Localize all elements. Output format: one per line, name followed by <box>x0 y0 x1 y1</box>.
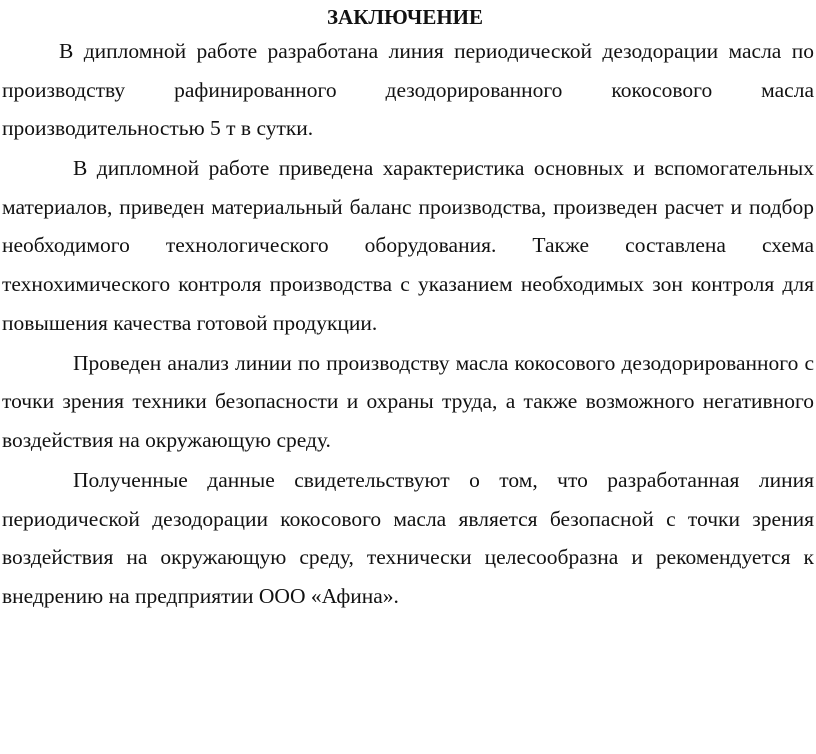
paragraph-3: Проведен анализ линии по производству масла кокосового дезодорированного с точки зрения техники безопасности и охраны труда, а также возможного негативного воздействия на окружающую среду. <box>2 350 814 452</box>
paragraph-2: В дипломной работе приведена характеристика основных и вспомогательных материалов, приведен материальный баланс производства, произведен расчет и подбор необходимого технологического оборудования. Также составлена схема технохимического контроля производства с указанием необходимых зон контроля для повышения качества готовой продукции. <box>2 156 814 335</box>
paragraph-4: Полученные данные свидетельствуют о том, что разработанная линия периодической дезодорации кокосового масла является безопасной с точки зрения воздействия на окружающую среду, технически целесообразна и рекомендуется к внедрению на предприятии ООО «Афина». <box>2 468 814 608</box>
paragraph-1: В дипломной работе разработана линия периодической дезодорации масла по производству рафинированного дезодорированного кокосового масла производительностью 5 т в сутки. <box>2 39 814 141</box>
document-title: ЗАКЛЮЧЕНИЕ <box>326 5 484 29</box>
